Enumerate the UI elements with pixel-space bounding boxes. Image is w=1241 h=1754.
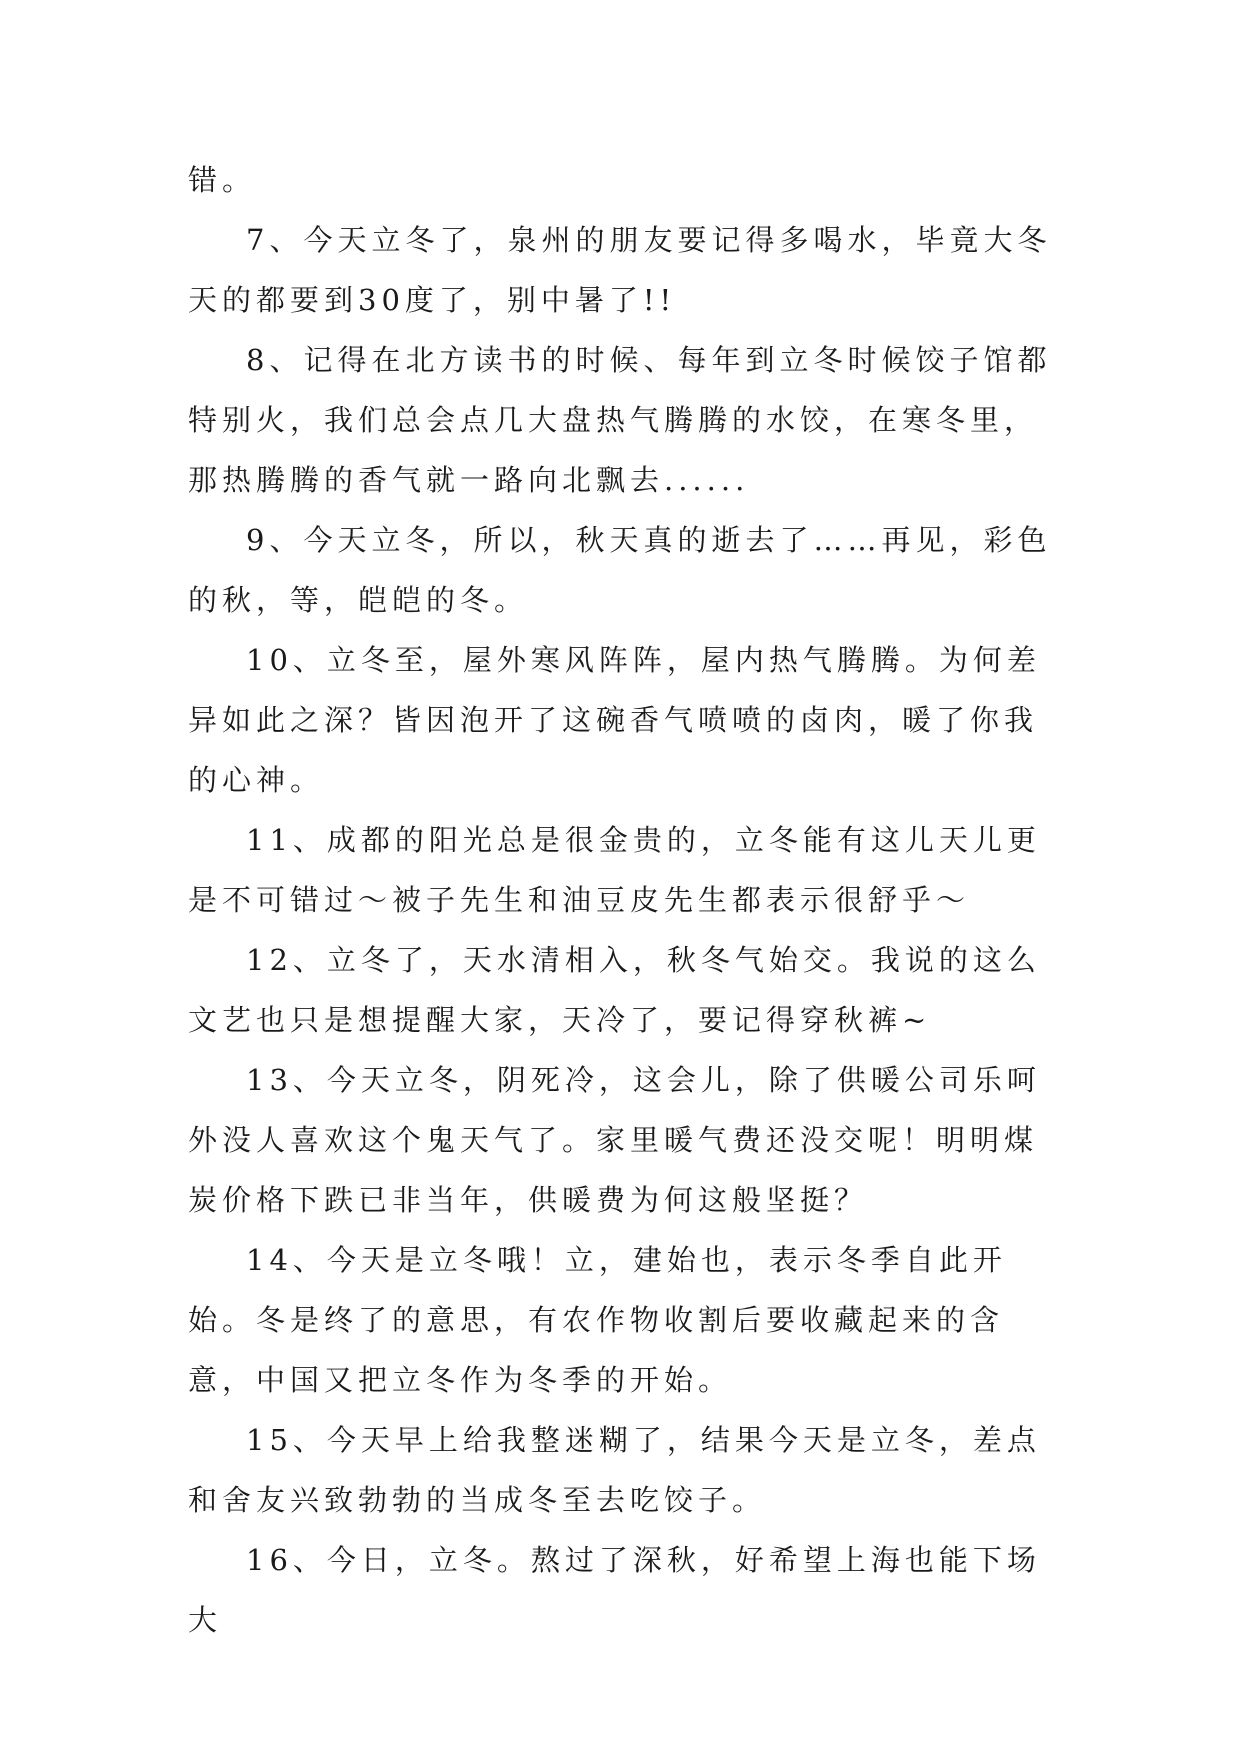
paragraph-16: 16、今日，立冬。熬过了深秋，好希望上海也能下场大 (188, 1543, 1041, 1637)
paragraph-continuation: 错。 (188, 163, 257, 197)
paragraph-10: 10、立冬至，屋外寒风阵阵，屋内热气腾腾。为何差异如此之深？皆因泡开了这碗香气喷喷的卤肉，暖了你我的心神。 (188, 643, 1041, 797)
paragraph-11: 11、成都的阳光总是很金贵的，立冬能有这儿天儿更是不可错过～被子先生和油豆皮先生都表示很舒乎～ (188, 823, 1041, 917)
paragraph-15: 15、今天早上给我整迷糊了，结果今天是立冬，差点和舍友兴致勃勃的当成冬至去吃饺子。 (188, 1423, 1041, 1517)
paragraph-9: 9、今天立冬，所以，秋天真的逝去了……再见，彩色的秋，等，皑皑的冬。 (188, 523, 1052, 617)
paragraph-12: 12、立冬了，天水清相入，秋冬气始交。我说的这么文艺也只是想提醒大家，天冷了，要记得穿秋裤~ (188, 943, 1041, 1037)
paragraph-13: 13、今天立冬，阴死冷，这会儿，除了供暖公司乐呵外没人喜欢这个鬼天气了。家里暖气费还没交呢！明明煤炭价格下跌已非当年，供暖费为何这般坚挺？ (188, 1063, 1041, 1217)
paragraph-14: 14、今天是立冬哦！立，建始也，表示冬季自此开始。冬是终了的意思，有农作物收割后要收藏起来的含意，中国又把立冬作为冬季的开始。 (188, 1243, 1007, 1397)
paragraph-8: 8、记得在北方读书的时候、每年到立冬时候饺子馆都特别火，我们总会点几大盘热气腾腾的水饺，在寒冬里，那热腾腾的香气就一路向北飘去...... (188, 343, 1052, 497)
paragraph-7: 7、今天立冬了，泉州的朋友要记得多喝水，毕竟大冬天的都要到30度了，别中暑了!! (188, 223, 1052, 317)
document-body (188, 150, 1058, 1650)
